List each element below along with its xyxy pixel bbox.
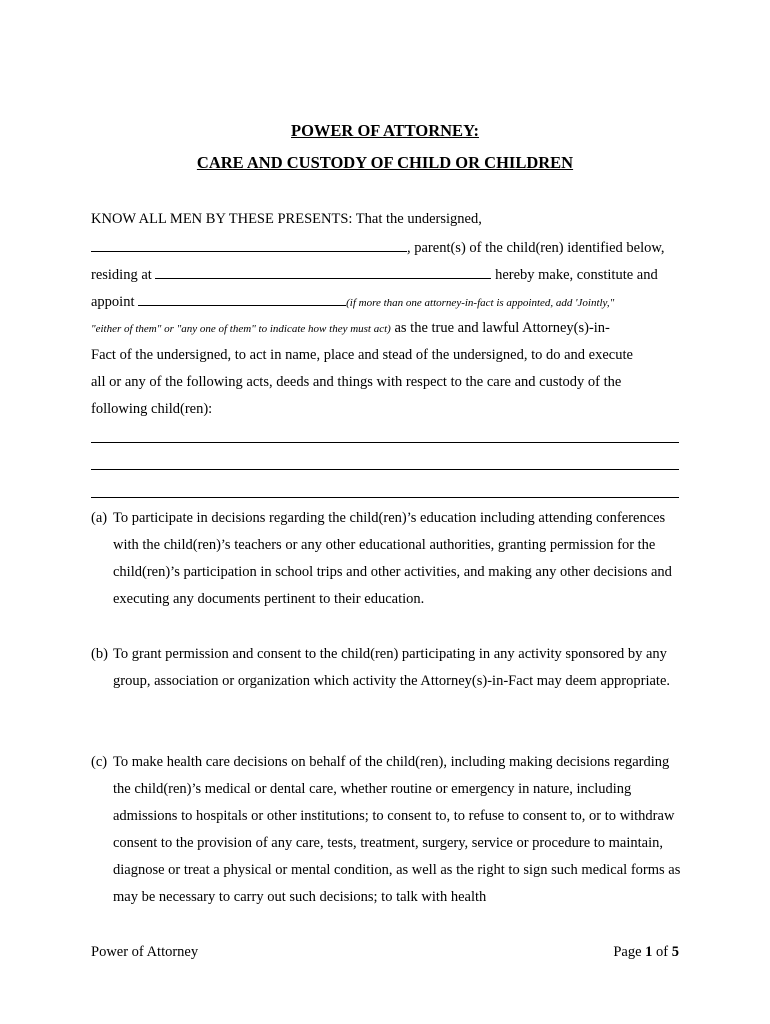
parents-text: , parent(s) of the child(ren) identified below, [407, 240, 665, 256]
item-text: To make health care decisions on behalf of the child(ren), including making decisions regarding the child(ren)’s medical or dental care, whether routine or emergency in nature, including admissions to hospitals or other institutions; to consent to, to refuse to consent to, or to withdraw consent to the provision of any care, tests, treatment, surgery, service or procedure to maintain, diagnose or treat a physical or mental condition, as well as the right to sign such medical forms as may be necessary to carry out such decisions; to talk with health [113, 754, 681, 905]
page-word: Page [613, 944, 642, 960]
intro-line-4 [91, 291, 691, 313]
residing-label: residing at [91, 267, 152, 283]
item-label: (b) [91, 646, 108, 662]
intro-line-7: all or any of the following acts, deeds and things with respect to the care and custody of the [91, 374, 622, 390]
intro-line-1: KNOW ALL MEN BY THESE PRESENTS: That the undersigned, [91, 211, 482, 227]
hereby-text: hereby make, constitute and [495, 267, 658, 283]
intro-line-8: following child(ren): [91, 401, 213, 417]
residence-blank[interactable] [155, 264, 491, 279]
child-blank-line-1[interactable] [91, 442, 679, 443]
page-indicator [613, 942, 679, 962]
of-word: of [656, 944, 669, 960]
page-total: 5 [671, 944, 679, 960]
document-title: POWER OF ATTORNEY: [291, 121, 479, 140]
item-text: To grant permission and consent to the child(ren) participating in any activity sponsored by any group, association or organization which activity the Attorney(s)-in-Fact may deem appropriate. [113, 646, 671, 689]
as-true-text: as the true and lawful Attorney(s)-in- [390, 320, 610, 336]
item-label: (c) [91, 754, 108, 770]
parent-name-blank[interactable] [91, 237, 407, 252]
document-subtitle: CARE AND CUSTODY OF CHILD OR CHILDREN [196, 153, 574, 172]
attorney-note-2: "either of them" or "any one of them" to indicate how they must act) [91, 323, 391, 335]
item-text: To participate in decisions regarding the child(ren)’s education including attending conferences with the child(ren)’s teachers or any other educational authorities, granting permission for the child(ren)’s participation in school trips and other activities, and making any other decisions and executing any documents pertinent to their education. [113, 510, 672, 607]
item-c [91, 749, 683, 911]
footer-title: Power of Attorney [91, 944, 199, 960]
child-blank-line-3[interactable] [91, 497, 679, 498]
page-number: 1 [645, 944, 653, 960]
item-b [91, 641, 683, 695]
intro-line-2 [91, 237, 691, 258]
intro-line-6: Fact of the undersigned, to act in name, place and stead of the undersigned, to do and execute [91, 347, 633, 363]
intro-line-3 [91, 264, 691, 285]
appoint-label: appoint [91, 294, 135, 310]
child-blank-line-2[interactable] [91, 469, 679, 470]
item-label: (a) [91, 510, 108, 526]
attorney-name-blank[interactable] [138, 291, 346, 306]
item-a [91, 505, 683, 613]
attorney-note-1: (if more than one attorney-in-fact is appointed, add 'Jointly," [346, 297, 615, 309]
intro-line-5 [91, 318, 691, 339]
